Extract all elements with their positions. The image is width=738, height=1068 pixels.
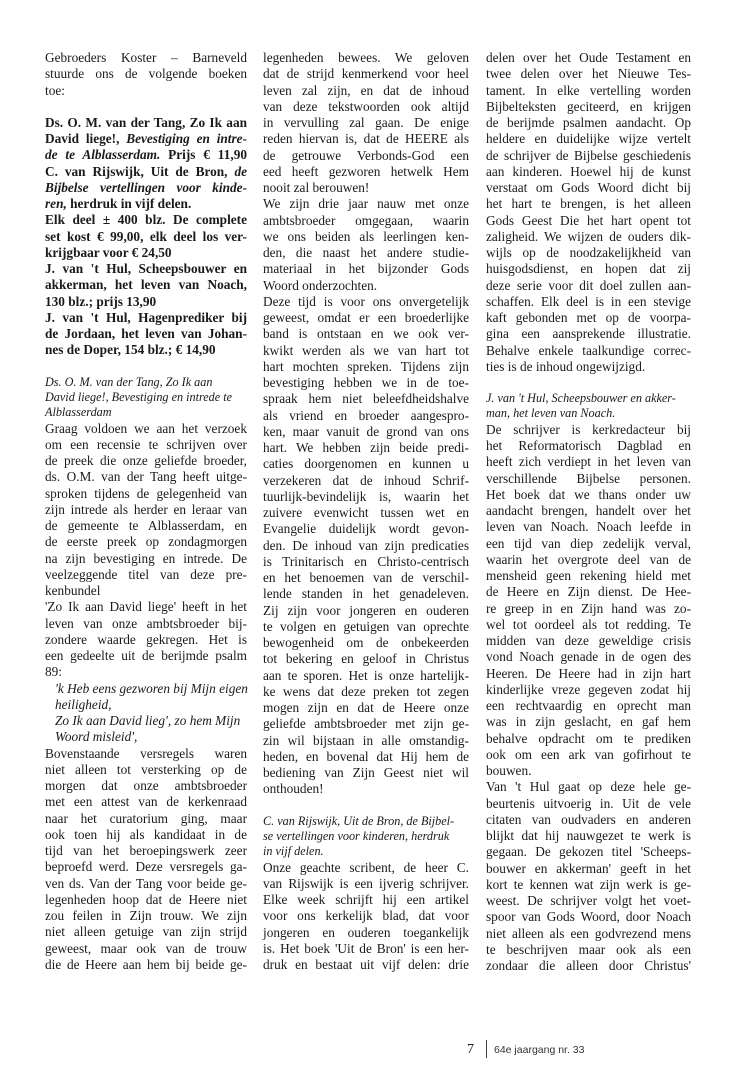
- text-line: bouwer en akkerman' geeft in het: [486, 860, 691, 876]
- text-line: hart. We hebben zijn beide predi-: [263, 440, 469, 455]
- text-line: mogen zijn en dat de Heere onze: [263, 700, 469, 715]
- quote-line: 'k Heb eens gezworen bij Mijn eigen: [55, 680, 248, 696]
- text-line: de getrouwe Verbonds-God een: [263, 147, 469, 163]
- text-line: te beschrijven maar ook als een: [486, 941, 691, 957]
- text-line: [45, 277, 247, 293]
- text-line: niet alleen getuige van zijn strijd: [45, 924, 247, 940]
- text-line: Van 't Hul gaat op deze hele ge-: [486, 779, 691, 795]
- text-line: leven van onze ambtsbroeder bij-: [45, 615, 247, 631]
- page-number: 7: [467, 1042, 474, 1057]
- text-line: een tijd van diep zedelijk verval,: [486, 535, 691, 551]
- text-line: na zijn bevestiging en intrede. De: [45, 550, 247, 566]
- text-line: de Heere en Zijn dienst. De Hee-: [486, 584, 691, 600]
- text-line: lende standen in het genadeleven.: [263, 586, 469, 602]
- text-line: [45, 342, 247, 358]
- text-line: huisgodsdienst, en hopen dat zij: [486, 261, 691, 277]
- review-heading-line: in vijf delen.: [263, 844, 324, 859]
- text-line: beurtenis uitvoerig in. Uit de vele: [486, 795, 691, 811]
- text-line: bevestiging hebben we in de toe-: [263, 375, 469, 390]
- text-line: tament. In elke vertelling worden: [486, 82, 691, 98]
- text-segment: krijgbaar voor € 24,50: [45, 244, 172, 260]
- text-line: ambtsbroeder omgegaan, waarin: [263, 212, 469, 228]
- text-line: [45, 294, 247, 310]
- review-heading-line: se vertellingen voor kinderen, herdruk: [263, 828, 450, 843]
- text-line: legenheden bewees. We geloven: [263, 50, 469, 65]
- text-line: den. De inhoud van zijn predicaties: [263, 537, 469, 553]
- text-line: ven ds. Van der Tang voor beide ge-: [45, 875, 247, 891]
- text-segment: Bijbelse vertellingen voor kinde-: [45, 179, 247, 195]
- text-line: heeft zich verdiept in het leven van: [486, 454, 691, 470]
- text-line: De schrijver is kerkredacteur bij: [486, 421, 691, 437]
- text-segment: David liege!,: [45, 131, 127, 146]
- text-line: ties is de inhoud ongewijzigd.: [486, 358, 646, 374]
- text-line: jongeren en ouderen toegankelijk: [263, 924, 469, 940]
- text-line: deze serie voor dit doel zullen aan-: [486, 277, 691, 293]
- text-line: caties doorgenomen en kunnen u: [263, 456, 469, 472]
- text-line: in vervulling zal gaan. De enige: [263, 115, 469, 130]
- text-segment: J. van 't Hul, Scheepsbouwer en: [45, 261, 247, 276]
- text-line: de schrijver de Bijbelse geschiedenis: [486, 147, 691, 163]
- text-line: voor ons kerkelijk blad, dat voor: [263, 908, 469, 924]
- text-line: spraak hem niet beleefdheidshalve: [263, 391, 469, 407]
- text-line: vond Noach genade in de ogen des: [486, 649, 691, 665]
- text-line: het hart te brengen, is het alleen: [486, 196, 691, 212]
- text-line: gina een aansprekende illustratie.: [486, 326, 691, 342]
- text-line: was in zijn geslacht, en gaf hem: [486, 714, 691, 730]
- text-line: toe:: [45, 82, 65, 98]
- text-line: wijls op de noodzakelijkheid van: [486, 245, 691, 260]
- text-line: om een recensie te schrijven over: [45, 436, 247, 452]
- text-column-1: [45, 50, 247, 973]
- text-line: [45, 180, 247, 196]
- text-line: verstaat om Gods Woord dicht bij: [486, 180, 691, 195]
- text-line: [45, 229, 247, 245]
- text-line: ook toen hij als kandidaat in de: [45, 826, 247, 842]
- paragraph-gap: [45, 359, 247, 375]
- text-line: niet alleen als een godvrezend mens: [486, 925, 691, 941]
- review-heading-line: C. van Rijswijk, Uit de Bron, de Bijbel-: [263, 813, 455, 828]
- text-line: van Rijswijk is een ijverig schrijver.: [263, 875, 469, 891]
- review-heading-line: J. van 't Hul, Scheepsbouwer en akker-: [486, 391, 676, 405]
- text-line: eed heeft gezworen hetwelk Hem: [263, 163, 469, 179]
- text-line: behalve opdracht om te prediken: [486, 730, 691, 746]
- text-line: zondere waarde gekregen. Het is: [45, 631, 247, 647]
- text-line: Graag voldoen we aan het verzoek: [45, 420, 247, 436]
- text-segment: de te Alblasserdam.: [45, 147, 161, 163]
- text-line: tijd van het beroepingswerk zeer: [45, 843, 247, 859]
- text-segment: set kost € 99,00, elk deel los ver-: [45, 228, 247, 244]
- text-line: het Reformatorisch Dagblad en: [486, 438, 691, 454]
- journal-issue: 64e jaargang nr. 33: [494, 1044, 585, 1056]
- text-line: ke wens dat deze preken tot zegen: [263, 683, 469, 699]
- text-line: die de Heere aan hem bij beide ge-: [45, 956, 247, 972]
- text-segment: 130 blz.; prijs 13,90: [45, 293, 157, 309]
- text-line: zuivere evenwicht tussen wet en: [263, 505, 469, 520]
- text-line: Onze geachte scribent, de heer C.: [263, 859, 469, 875]
- text-line: de preek die onze geliefde broeder,: [45, 453, 247, 469]
- text-line: onthouden!: [263, 781, 324, 797]
- text-line: hart mochten spreken. Tijdens zijn: [263, 358, 469, 374]
- text-line: kort te kennen wat zijn werk is ge-: [486, 876, 691, 892]
- text-line: en het benoemen van de verschil-: [263, 570, 469, 585]
- text-line: ook om een ark van gofirhout te: [486, 746, 691, 762]
- text-line: van deze tekstwoorden ook altijd: [263, 98, 469, 114]
- text-segment: de Jordaan, het leven van Johan-: [45, 326, 247, 341]
- text-line: Heeren. De Heere had in zijn hart: [486, 665, 691, 681]
- text-line: 89:: [45, 664, 62, 680]
- text-line: naar het curatorium ging, maar: [45, 810, 247, 826]
- text-line: den, die naast het andere studie-: [263, 245, 469, 260]
- text-line: bediening van Zijn Geest niet wil: [263, 765, 469, 780]
- text-segment: de: [234, 163, 247, 179]
- text-line: kwikt werden als we van hart tot: [263, 342, 469, 358]
- text-line: Behalve enkele taalkundige correc-: [486, 342, 691, 358]
- text-line: [45, 147, 247, 163]
- text-segment: nes de Doper, 154 blz.; € 14,90: [45, 342, 216, 358]
- text-line: aandacht brengen, handelt over het: [486, 503, 691, 519]
- text-line: Bijbelteksten geciteerd, en krijgen: [486, 98, 691, 114]
- text-segment: Ds. O. M. van der Tang, Zo Ik aan: [45, 114, 247, 130]
- text-segment: ren,: [45, 196, 67, 211]
- text-line: [45, 212, 247, 228]
- text-line: ds. O.M. van der Tang heeft uitge-: [45, 469, 247, 485]
- paragraph-gap: [45, 99, 247, 115]
- text-line: morgen dat onze ambtsbroeder: [45, 778, 247, 794]
- text-line: leven van Noach. Noach leefde in: [486, 519, 691, 535]
- text-line: Elke week schrijft hij een artikel: [263, 892, 469, 908]
- review-heading-line: David liege!, Bevestiging en intrede te: [45, 389, 233, 404]
- quote-line: Zo Ik aan David lieg', zo hem Mijn: [55, 713, 241, 729]
- text-line: verschillende Bijbelse personen.: [486, 470, 691, 486]
- text-line: [45, 326, 247, 342]
- text-line: de eerste preek op zondagmorgen: [45, 534, 247, 550]
- paragraph-gap: [486, 375, 691, 391]
- text-line: een gedeelte uit de berijmde psalm: [45, 648, 247, 664]
- text-line: band is ontstaan en we ook ver-: [263, 326, 469, 342]
- text-line: Bovenstaande versregels waren: [45, 745, 247, 761]
- text-line: heden, en bovenal dat Hij hem de: [263, 748, 469, 764]
- text-line: [45, 245, 247, 261]
- text-line: gegaan. De gekozen titel 'Scheeps-: [486, 844, 691, 860]
- text-line: We zijn drie jaar nauw met onze: [263, 196, 469, 212]
- text-line: midden van deze geweldige crisis: [486, 633, 691, 649]
- text-line: is Trinitarisch en Christo-centrisch: [263, 553, 469, 569]
- text-line: dat de strijd kenmerkend voor heel: [263, 66, 469, 82]
- text-line: tot bekering en geloof in Christus: [263, 651, 469, 667]
- text-line: als vriend en broeder aangespro-: [263, 407, 469, 423]
- text-line: geweest, omdat er een broederlijke: [263, 310, 469, 325]
- footer-divider: [486, 1040, 487, 1058]
- text-line: zondaar die alleen door Christus': [486, 958, 691, 974]
- text-line: [45, 164, 247, 180]
- text-line: tuurlijk-bevindelijk is, waarin het: [263, 488, 469, 504]
- text-line: twee delen over het Nieuwe Tes-: [486, 66, 691, 82]
- text-line: Zij zijn voor jongeren en ouderen: [263, 602, 469, 618]
- text-line: sproken tijdens de gelegenheid van: [45, 485, 247, 501]
- text-line: reden hiervan is, dat de HEERE als: [263, 131, 469, 147]
- text-line: blijkt dat hij nauwgezet te werk is: [486, 828, 691, 844]
- text-line: zou feilen in Zijn trouw. We zijn: [45, 908, 247, 924]
- text-line: delen over het Oude Testament en: [486, 50, 691, 65]
- text-line: materiaal in het bijzonder Gods: [263, 261, 469, 277]
- text-line: is. Het boek 'Uit de Bron' is een her-: [263, 940, 469, 956]
- text-line: aan te sporen. Het is onze hartelijk-: [263, 667, 469, 683]
- text-line: veelzeggende titel van deze pre-: [45, 566, 247, 582]
- text-line: [45, 115, 247, 131]
- quote-line: heiligheid,: [55, 696, 112, 712]
- text-line: beproefd werd. Deze versregels ga-: [45, 859, 247, 875]
- text-line: druk en bestaat uit vijf delen: drie: [263, 957, 469, 973]
- text-segment: akkerman, het leven van Noach,: [45, 277, 247, 293]
- text-line: zijn intrede als herder en leraar van: [45, 501, 247, 517]
- text-segment: C. van Rijswijk, Uit de Bron,: [45, 163, 235, 179]
- text-line: [45, 196, 247, 212]
- review-heading-line: Ds. O. M. van der Tang, Zo Ik aan: [45, 374, 213, 389]
- text-line: mensheid geen rekening hield met: [486, 568, 691, 584]
- paragraph-gap: [263, 798, 469, 814]
- text-line: geliefde ambtsbroeder met zijn ge-: [263, 716, 469, 732]
- text-segment: Prijs € 11,90: [160, 147, 247, 163]
- text-segment: Bevestiging en intre-: [126, 131, 247, 146]
- text-line: geweest, maar ook van de trouw: [45, 940, 247, 956]
- text-line: verzekeren dat de inhoud Schrif-: [263, 472, 469, 488]
- text-line: bewogenheid om de onbekeerden: [263, 635, 469, 650]
- text-line: leven zal zijn, en dat de inhoud: [263, 82, 469, 98]
- text-line: re greep in en Zijn hand was zo-: [486, 600, 691, 616]
- text-line: de gemeente te Alblasserdam, en: [45, 518, 247, 534]
- text-line: 'Zo Ik aan David liege' heeft in het: [45, 599, 247, 615]
- text-line: weest. De schrijver volgt het voet-: [486, 893, 691, 909]
- text-line: kenbundel: [45, 583, 101, 599]
- text-line: niet alleen tot versterking op de: [45, 761, 247, 777]
- text-segment: herdruk in vijf delen.: [66, 196, 192, 211]
- text-line: schaffen. Elk deel is in een stevige: [486, 293, 691, 309]
- review-heading-line: Alblasserdam: [45, 405, 112, 420]
- text-line: nooit zal berouwen!: [263, 180, 370, 195]
- text-line: Evangelie duidelijk wordt gevon-: [263, 521, 469, 537]
- text-line: te volgen en getuigen van oprechte: [263, 618, 469, 634]
- text-segment: Elk deel ± 400 blz. De complete: [45, 212, 247, 228]
- quote-line: Woord misleid',: [55, 729, 138, 745]
- text-line: [45, 131, 247, 147]
- text-line: Gods Geest Die het hart opent tot: [486, 212, 691, 228]
- text-line: zin wil bijstaan in alle omstandig-: [263, 732, 469, 748]
- text-line: ken, maar vanuit de grond van ons: [263, 423, 469, 439]
- text-line: stuurde ons de volgende boeken: [45, 66, 247, 82]
- text-line: legenheden hoop dat de Heere niet: [45, 891, 247, 907]
- text-line: een rechtvaardig en oprecht man: [486, 698, 691, 714]
- text-column-2: [263, 50, 469, 973]
- text-line: [45, 261, 247, 277]
- text-segment: J. van 't Hul, Hagenprediker bij: [45, 309, 247, 325]
- text-line: kinderlijke vreze gegeven zodat hij: [486, 681, 691, 697]
- text-line: wel tot oordeel als tot redding. Te: [486, 616, 691, 632]
- text-line: de berijmde psalmen aandacht. Op: [486, 115, 691, 130]
- text-line: we ons beiden als leerlingen ken-: [263, 228, 469, 244]
- review-heading-line: man, het leven van Noach.: [486, 406, 616, 421]
- text-line: Woord onderzochten.: [263, 277, 378, 293]
- text-column-3: [486, 50, 691, 974]
- text-line: spoor van Gods Woord, door Noach: [486, 909, 691, 925]
- text-line: Deze tijd is voor ons onvergetelijk: [263, 293, 469, 309]
- text-line: Gebroeders Koster – Barneveld: [45, 50, 247, 65]
- text-line: Het boek dat we thans onder uw: [486, 486, 691, 502]
- page-footer: [0, 1042, 738, 1062]
- text-line: bouwen.: [486, 763, 532, 779]
- text-line: aan kinderen. Hoewel hij de kunst: [486, 163, 691, 179]
- text-line: kaft gebonden met op de voorpa-: [486, 310, 691, 325]
- text-line: heldere en duidelijke wijze vertelt: [486, 131, 691, 147]
- text-line: [45, 310, 247, 326]
- text-line: citaten van oudvaders en anderen: [486, 811, 691, 827]
- text-line: zaligheid. We wijzen de ouders dik-: [486, 228, 691, 244]
- text-line: met een attest van de kerkenraad: [45, 794, 247, 810]
- text-line: waarin het overgrote deel van de: [486, 551, 691, 567]
